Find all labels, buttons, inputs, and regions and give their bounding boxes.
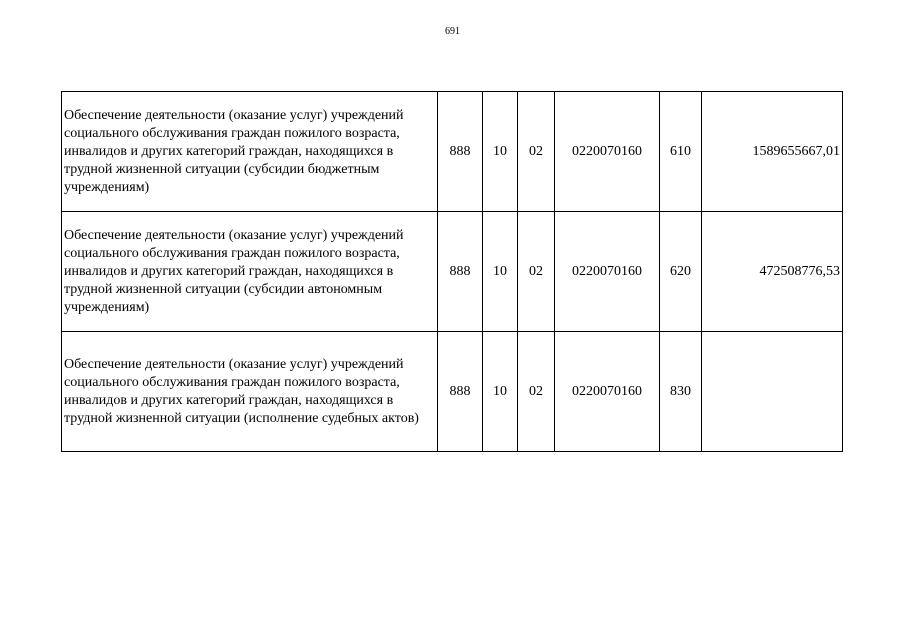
ministry-code-cell: 888 <box>438 332 483 452</box>
subsection-code-cell: 02 <box>518 92 555 212</box>
expense-name-cell: Обеспечение деятельности (оказание услуг) учреждений социального обслуживания граждан пожилого возраста, инвалидов и других категорий граждан, находящихся в трудной жизненной ситуации (субсидии автономным учреждениям) <box>62 212 438 332</box>
amount-cell: 1589655667,01 <box>702 92 843 212</box>
expense-name-cell: Обеспечение деятельности (оказание услуг) учреждений социального обслуживания граждан пожилого возраста, инвалидов и других категорий граждан, находящихся в трудной жизненной ситуации (субсидии бюджетным учреждениям) <box>62 92 438 212</box>
subsection-code-cell: 02 <box>518 212 555 332</box>
subsection-code-cell: 02 <box>518 332 555 452</box>
section-code-cell: 10 <box>483 212 518 332</box>
expense-type-cell: 610 <box>660 92 702 212</box>
amount-cell <box>702 332 843 452</box>
amount-cell: 472508776,53 <box>702 212 843 332</box>
budget-table <box>61 91 843 452</box>
table-row <box>62 332 843 452</box>
ministry-code-cell: 888 <box>438 92 483 212</box>
page-number: 691 <box>445 26 460 37</box>
target-article-cell: 0220070160 <box>555 212 660 332</box>
target-article-cell: 0220070160 <box>555 332 660 452</box>
ministry-code-cell: 888 <box>438 212 483 332</box>
target-article-cell: 0220070160 <box>555 92 660 212</box>
expense-name-cell: Обеспечение деятельности (оказание услуг) учреждений социального обслуживания граждан пожилого возраста, инвалидов и других категорий граждан, находящихся в трудной жизненной ситуации (исполнение судебных актов) <box>62 332 438 452</box>
expense-type-cell: 830 <box>660 332 702 452</box>
section-code-cell: 10 <box>483 332 518 452</box>
table-row <box>62 92 843 212</box>
expense-type-cell: 620 <box>660 212 702 332</box>
section-code-cell: 10 <box>483 92 518 212</box>
table-row <box>62 212 843 332</box>
